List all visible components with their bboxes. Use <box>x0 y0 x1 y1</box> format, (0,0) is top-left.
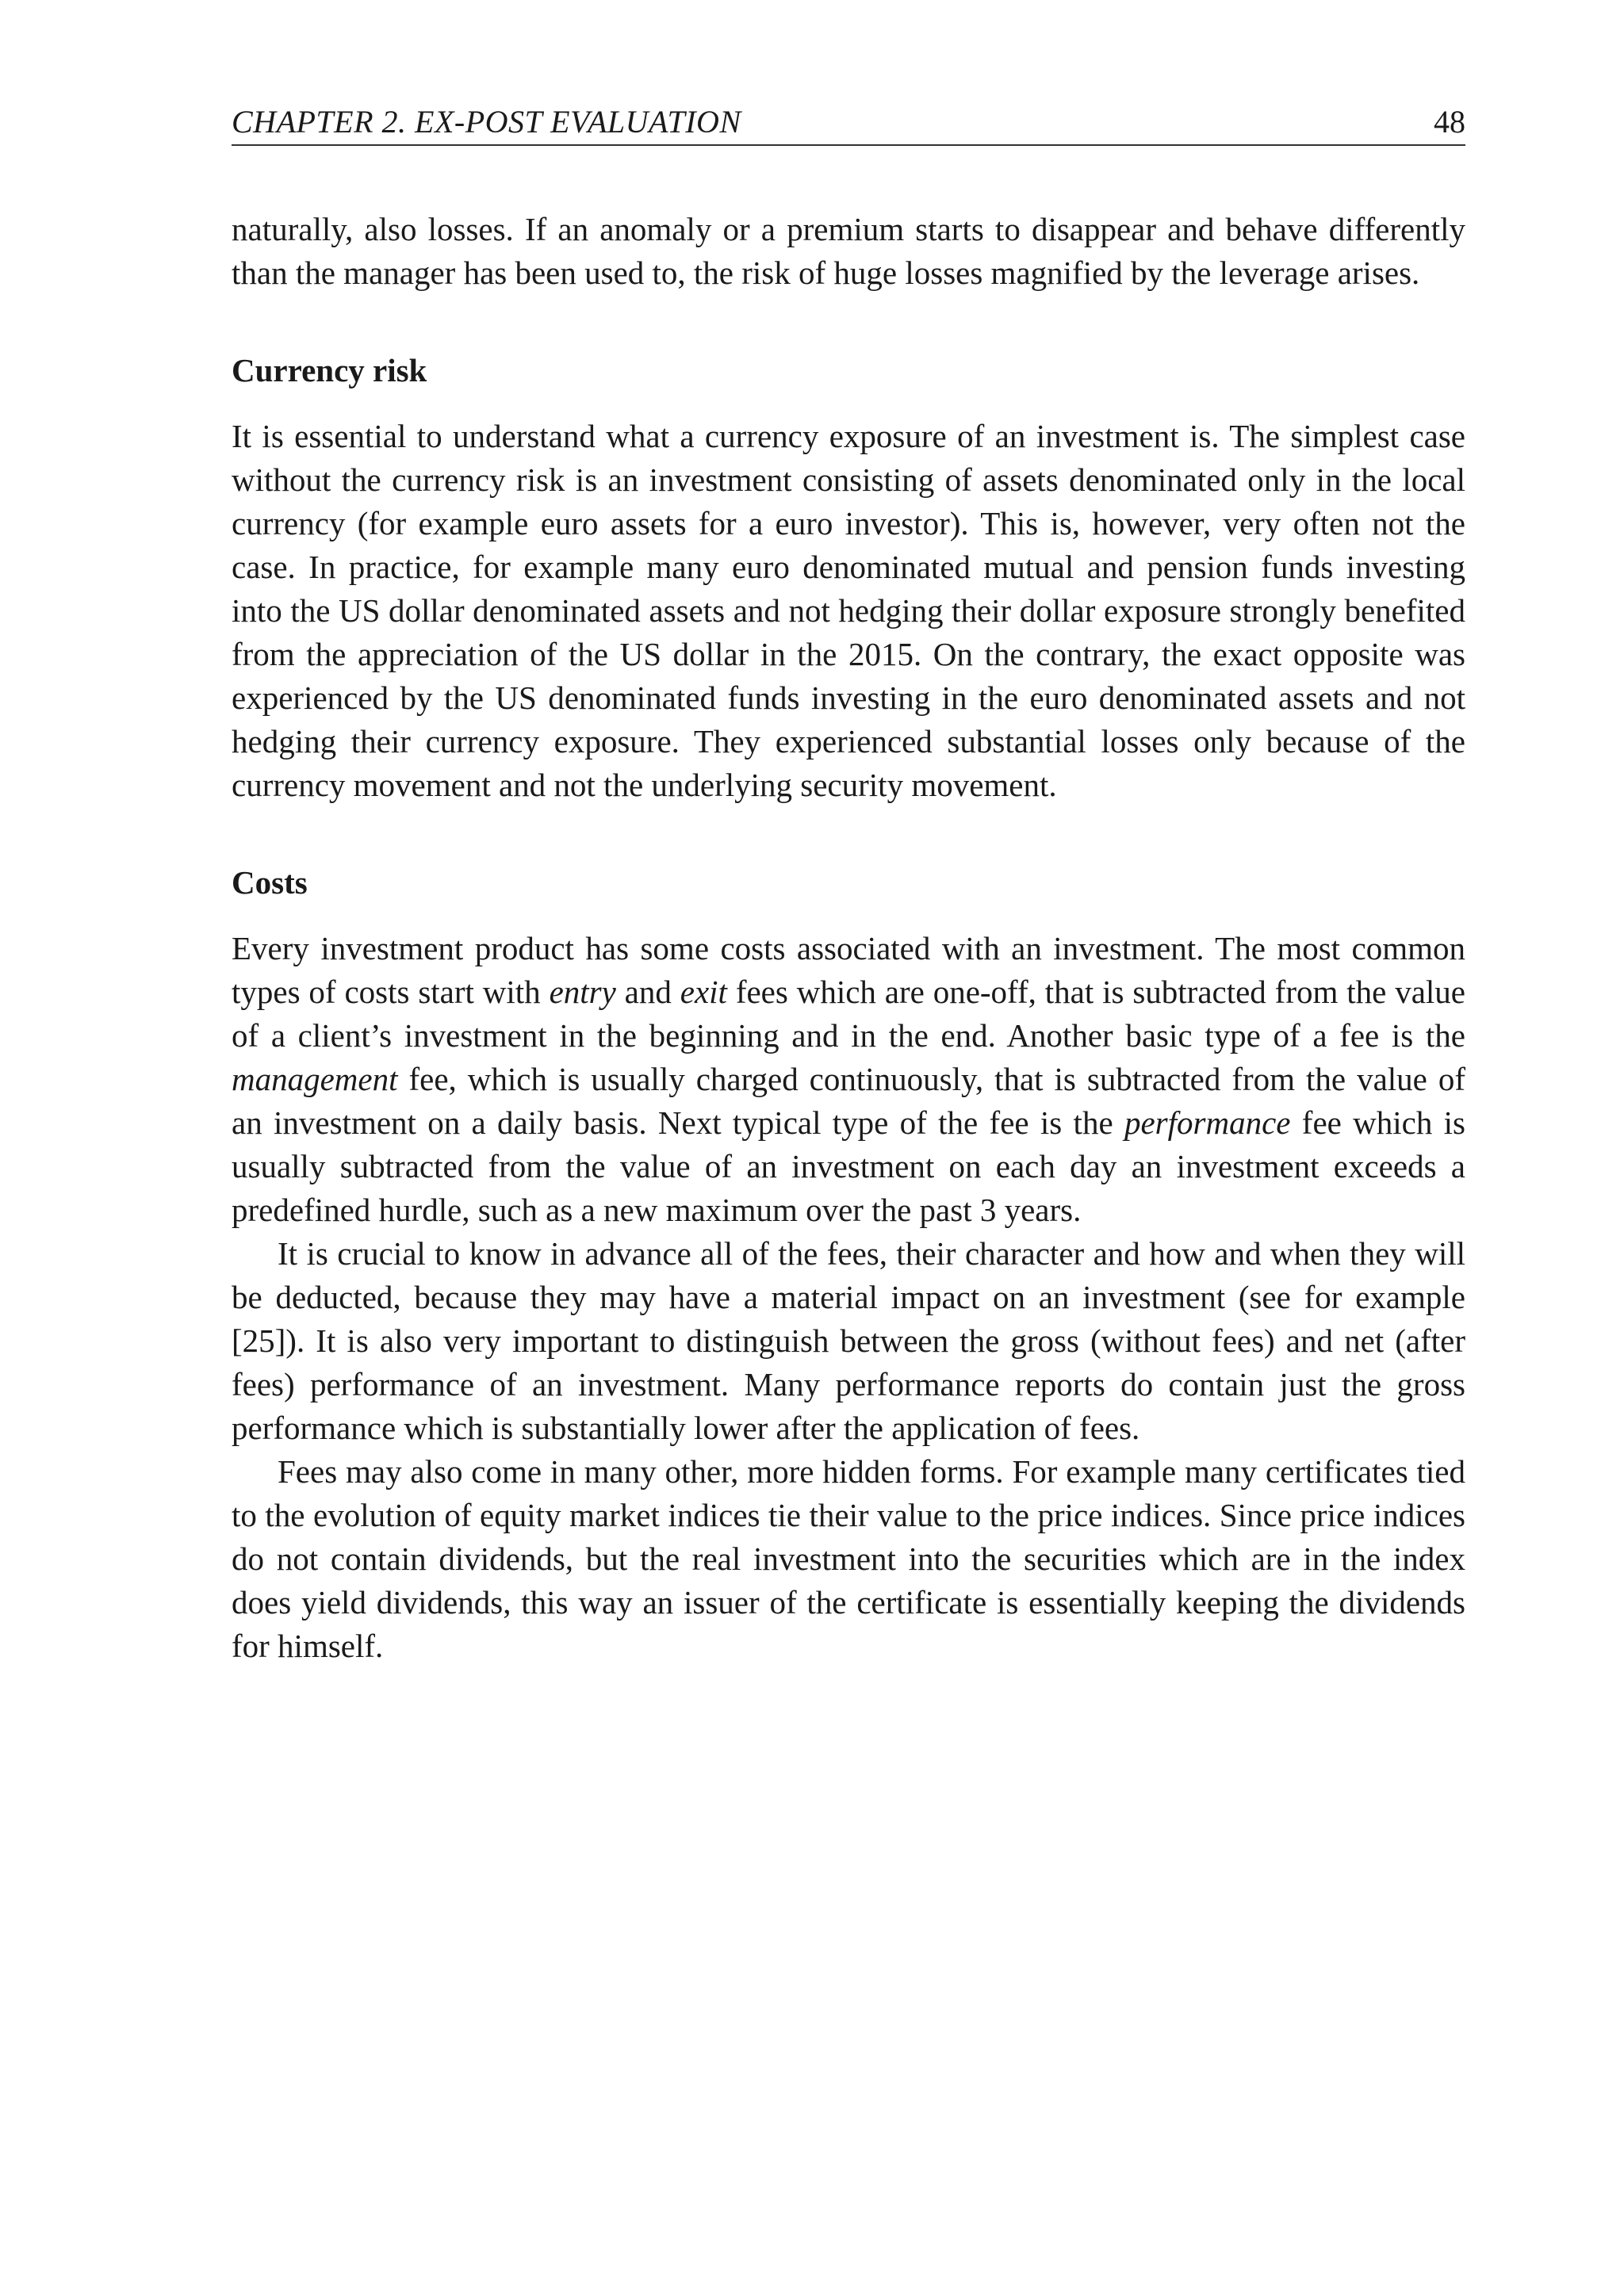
page-number: 48 <box>1434 104 1465 140</box>
term-management: management <box>232 1061 398 1097</box>
text-run: fees which are one-off, that is subtracted from the value of a client’s investment in the beginning and in the end. Another basic type of a fee is the <box>232 974 1465 1054</box>
text-run: fee which is usually subtracted from the value of an investment on each day an investment exceeds a predefined hurdle, such as a new maximum over the past 3 years. <box>232 1104 1466 1228</box>
running-head: CHAPTER 2. EX-POST EVALUATION <box>232 104 741 140</box>
paragraph-costs-types <box>232 927 1465 1232</box>
term-performance: performance <box>1124 1104 1291 1141</box>
paragraph-fees-knowledge: It is crucial to know in advance all of the fees, their character and how and when they will be deducted, because they may have a material impact on an investment (see for example [25]). It is also very important to distinguish between the gross (without fees) and net (after fees) performance of an investment. Many performance reports do contain just the gross performance which is substantially lower after the application of fees. <box>232 1235 1465 1446</box>
page-header <box>232 100 1465 146</box>
text-run: Every investment product has some costs associated with an investment. The most common types of costs start with <box>232 930 1465 1010</box>
text-run: fee, which is usually charged continuously, that is subtracted from the value of an investment on a daily basis. Next typical type of the fee is the <box>232 1061 1465 1141</box>
paragraph-leverage-continuation: naturally, also losses. If an anomaly or a premium starts to disappear and behave differently than the manager has been used to, the risk of huge losses magnified by the leverage arises. <box>232 211 1465 291</box>
section-heading-currency-risk: Currency risk <box>232 352 427 388</box>
paragraph-currency-risk: It is essential to understand what a currency exposure of an investment is. The simplest case without the currency risk is an investment consisting of assets denominated only in the local currency (for example euro assets for a euro investor). This is, however, very often not the case. In practice, for example many euro denominated mutual and pension funds investing into the US dollar denominated assets and not hedging their dollar exposure strongly benefited from the appreciation of the US dollar in the 2015. On the contrary, the exact opposite was experienced by the US denominated funds investing in the euro denominated assets and not hedging their currency exposure. They experienced substantial losses only because of the currency movement and not the underlying security movement. <box>232 418 1465 803</box>
paragraph-hidden-fees: Fees may also come in many other, more hidden forms. For example many certificates tied to the evolution of equity market indices tie their value to the price indices. Since price indices do not contain dividends, but the real investment into the securities which are in the index does yield dividends, this way an issuer of the certificate is essentially keeping the dividends for himself. <box>232 1453 1465 1664</box>
text-run: and <box>615 974 680 1010</box>
term-exit: exit <box>680 974 727 1010</box>
body-text <box>232 208 1465 1668</box>
section-heading-costs: Costs <box>232 864 308 901</box>
term-entry: entry <box>549 974 616 1010</box>
